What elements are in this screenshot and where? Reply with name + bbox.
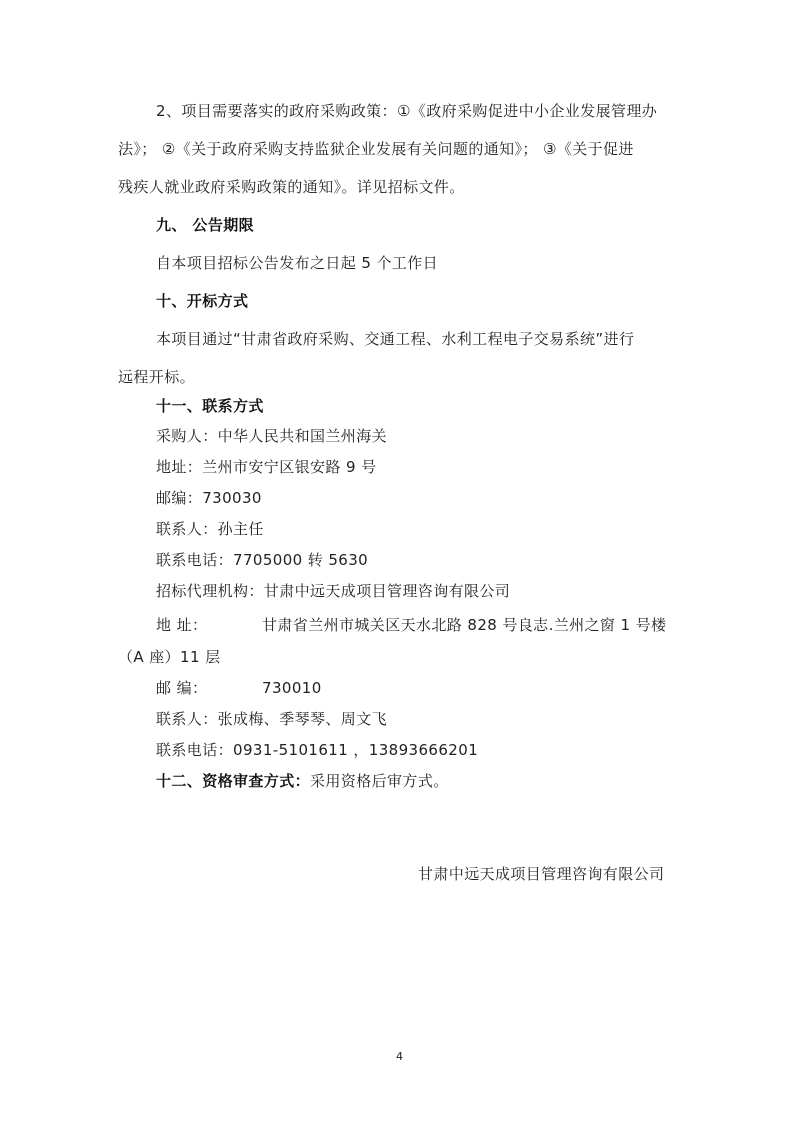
- section-10-line-1: 本项目通过“甘肃省政府采购、交通工程、水利工程电子交易系统”进行: [156, 330, 635, 348]
- purchaser-contact-line: 联系人：孙主任: [156, 520, 264, 538]
- agency-line: 招标代理机构：甘肃中远天成项目管理咨询有限公司: [156, 582, 511, 600]
- agency-phone-line: 联系电话：0931-5101611 ，13893666201: [156, 741, 479, 759]
- agency-address-label: 地 址：: [156, 616, 208, 634]
- page-number: 4: [396, 1050, 403, 1063]
- section-12-line: [156, 770, 449, 792]
- section-10-line-2: 远程开标。: [118, 368, 196, 386]
- policy-line-3: 残疾人就业政府采购政策的通知》。详见招标文件。: [118, 178, 465, 196]
- agency-contact-line: 联系人：张成梅、季琴琴、周文飞: [156, 710, 388, 728]
- purchaser-line: 采购人：中华人民共和国兰州海关: [156, 427, 388, 445]
- section-12-text: 采用资格后审方式。: [310, 772, 449, 790]
- section-11-heading: 十一、联系方式: [156, 397, 264, 415]
- purchaser-phone-line: 联系电话：7705000 转 5630: [156, 551, 369, 569]
- policy-line-2: 法》； ②《关于政府采购支持监狱企业发展有关问题的通知》； ③《关于促进: [118, 140, 634, 158]
- signature: 甘肃中远天成项目管理咨询有限公司: [418, 865, 665, 883]
- section-10-heading: 十、开标方式: [156, 292, 249, 310]
- purchaser-address-line: 地址：兰州市安宁区银安路 9 号: [156, 458, 377, 476]
- section-9-heading: 九、 公告期限: [156, 216, 255, 234]
- purchaser-postcode-line: 邮编：730030: [156, 489, 262, 507]
- agency-address-continuation: （A 座）11 层: [118, 648, 221, 666]
- agency-address-value: 甘肃省兰州市城关区天水北路 828 号良志.兰州之窗 1 号楼: [262, 616, 667, 634]
- section-12-heading: 十二、资格审查方式：: [156, 772, 311, 790]
- policy-line-1: 2、项目需要落实的政府采购政策：①《政府采购促进中小企业发展管理办: [156, 102, 658, 120]
- agency-postcode-label: 邮 编：: [156, 679, 208, 697]
- section-9-text: 自本项目招标公告发布之日起 5 个工作日: [156, 254, 439, 272]
- agency-postcode-value: 730010: [262, 679, 322, 697]
